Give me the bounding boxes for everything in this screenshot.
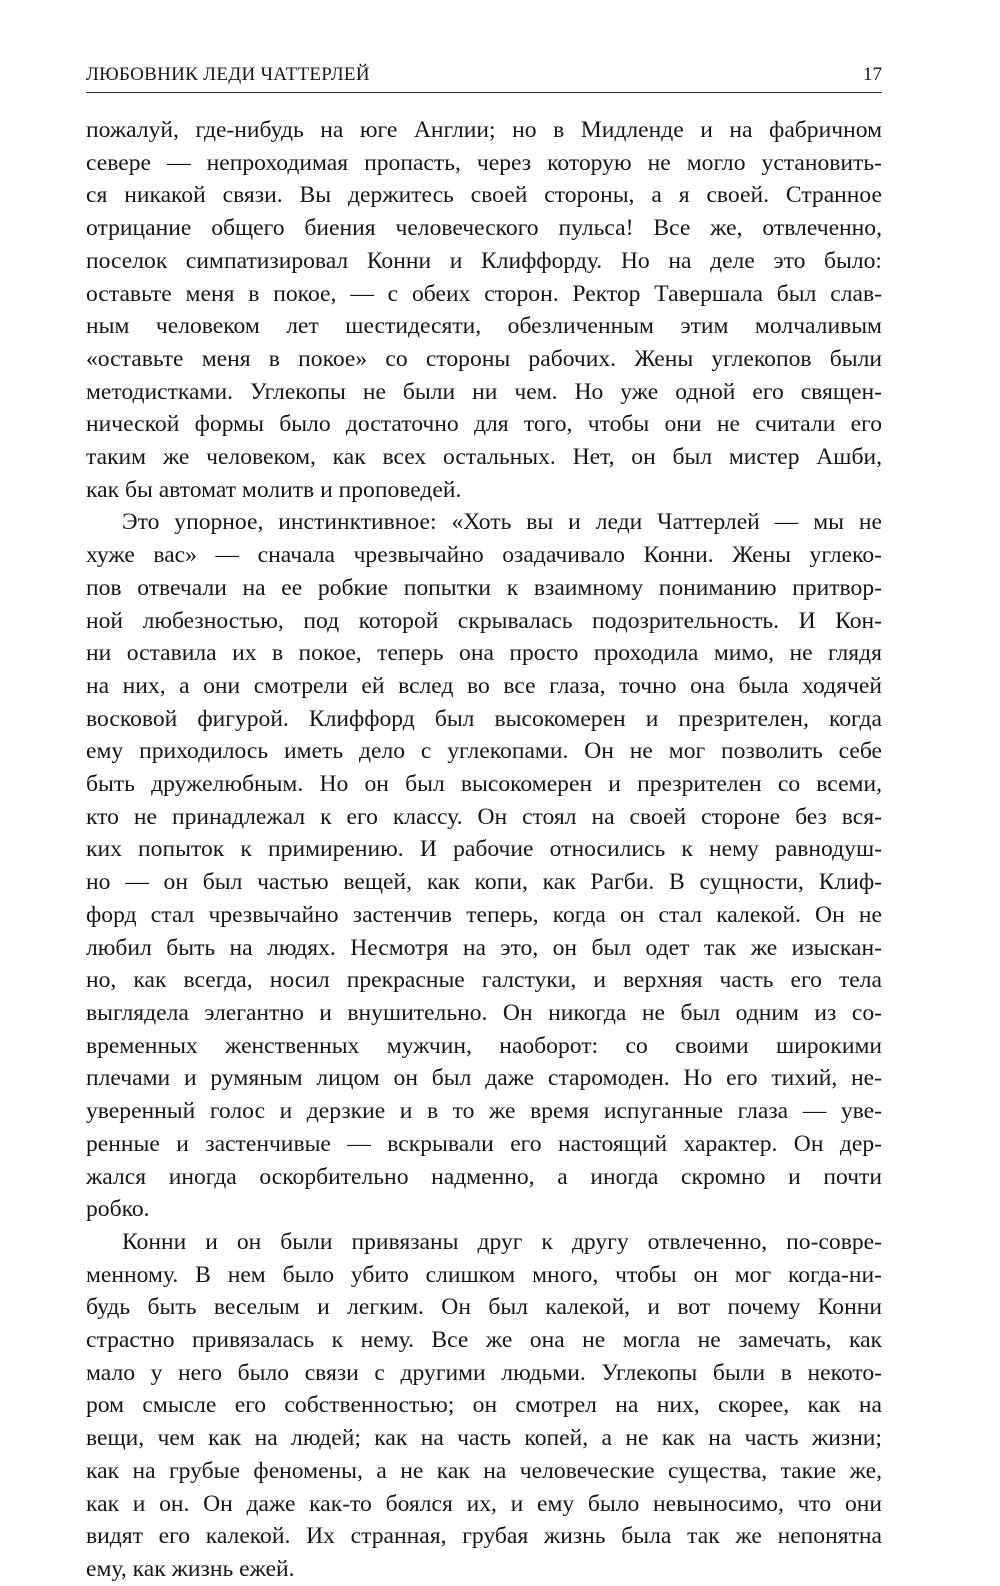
text-line: уверенный голос и дерзкие и в то же время испуганные глаза — уве-: [86, 1098, 882, 1125]
text-line: ной любезностью, под которой скрывалась подозрительность. И Кон-: [86, 607, 882, 634]
paragraph-1: [86, 114, 882, 506]
text-line: пов отвечали на ее робкие попытки к взаимному пониманию притвор-: [86, 574, 882, 601]
body-text: [86, 114, 882, 1586]
page-number: 17: [863, 64, 882, 85]
text-line: любил быть на людях. Несмотря на это, он был одет так же изыскан-: [86, 934, 882, 961]
text-line: плечами и румяным лицом он был даже старомоден. Но его тихий, не-: [86, 1065, 882, 1092]
text-line: форд стал чрезвычайно застенчив теперь, когда он стал калекой. Он не: [86, 901, 882, 928]
text-line: оставьте меня в покое, — с обеих сторон. Ректор Тавершала был слав-: [86, 280, 882, 307]
text-line: видят его калекой. Их странная, грубая жизнь была так же непонятна: [86, 1523, 882, 1550]
text-line: ему приходилось иметь дело с углекопами. Он не мог позволить себе: [86, 738, 882, 765]
running-title: ЛЮБОВНИК ЛЕДИ ЧАТТЕРЛЕЙ: [86, 64, 370, 85]
text-line: ренные и застенчивые — вскрывали его настоящий характер. Он дер-: [86, 1130, 882, 1157]
text-line: как и он. Он даже как-то боялся их, и ему было невыносимо, что они: [86, 1490, 882, 1517]
text-line: ным человеком лет шестидесяти, обезличенным этим молчаливым: [86, 313, 882, 340]
text-line: ся никакой связи. Вы держитесь своей стороны, а я своей. Странное: [86, 182, 882, 209]
text-line: вещи, чем как на людей; как на часть копей, а не как на часть жизни;: [86, 1425, 882, 1452]
text-line: робко.: [86, 1196, 150, 1223]
text-line: будь быть веселым и легким. Он был калекой, и вот почему Конни: [86, 1294, 882, 1321]
text-line: нической формы было достаточно для того, чтобы они не считали его: [86, 411, 882, 438]
text-line: выглядела элегантно и внушительно. Он никогда не был одним из со-: [86, 999, 882, 1026]
text-line: Конни и он были привязаны друг к другу отвлеченно, по-совре-: [122, 1228, 882, 1255]
text-line: «оставьте меня в покое» со стороны рабочих. Жены углекопов были: [86, 345, 882, 372]
text-line: восковой фигурой. Клиффорд был высокомерен и презрителен, когда: [86, 705, 882, 732]
text-line: как на грубые феномены, а не как на человеческие существа, такие же,: [86, 1457, 882, 1484]
text-line: ни оставила их в покое, теперь она просто проходила мимо, не глядя: [86, 640, 882, 667]
text-line: пожалуй, где-нибудь на юге Англии; но в Мидленде и на фабричном: [86, 117, 882, 143]
paragraph-2: [86, 506, 882, 1225]
paragraph-3: [86, 1226, 882, 1586]
text-line: на них, а они смотрели ей вслед во все глаза, точно она была ходячей: [86, 672, 882, 699]
text-line: быть дружелюбным. Но он был высокомерен и презрителен со всеми,: [86, 771, 882, 798]
text-line: мало у него было связи с другими людьми. Углекопы были в некото-: [86, 1359, 882, 1386]
text-line: поселок симпатизировал Конни и Клиффорду. Но на деле это было:: [86, 247, 882, 274]
text-line: как бы автомат молитв и проповедей.: [86, 476, 462, 503]
text-line: но, как всегда, носил прекрасные галстуки, и верхняя часть его тела: [86, 967, 882, 994]
text-line: ром смысле его собственностью; он смотрел на них, скорее, как на: [86, 1392, 882, 1419]
text-line: отрицание общего биения человеческого пульса! Все же, отвлеченно,: [86, 215, 882, 242]
running-header: [86, 62, 882, 93]
text-line: севере — непроходимая пропасть, через которую не могло установить-: [86, 149, 882, 176]
text-line: менному. В нем было убито слишком много, чтобы он мог когда-ни-: [86, 1261, 882, 1288]
text-line: кто не принадлежал к его классу. Он стоял на своей стороне без вся-: [86, 803, 882, 830]
text-line: жался иногда оскорбительно надменно, а иногда скромно и почти: [86, 1163, 882, 1190]
text-line: методистками. Углекопы не были ни чем. Но уже одной его священ-: [86, 378, 882, 405]
text-line: но — он был частью вещей, как копи, как Рагби. В сущности, Клиф-: [86, 869, 882, 896]
text-line: ких попыток к примирению. И рабочие относились к нему равнодуш-: [86, 836, 882, 863]
text-line: хуже вас» — сначала чрезвычайно озадачивало Конни. Жены углеко-: [86, 542, 882, 569]
text-line: ему, как жизнь ежей.: [86, 1555, 295, 1582]
text-line: Это упорное, инстинктивное: «Хоть вы и леди Чаттерлей — мы не: [122, 509, 882, 536]
text-line: страстно привязалась к нему. Все же она не могла не замечать, как: [86, 1327, 882, 1354]
text-line: временных женственных мужчин, наоборот: со своими широкими: [86, 1032, 882, 1059]
text-line: таким же человеком, как всех остальных. Нет, он был мистер Ашби,: [86, 444, 882, 471]
